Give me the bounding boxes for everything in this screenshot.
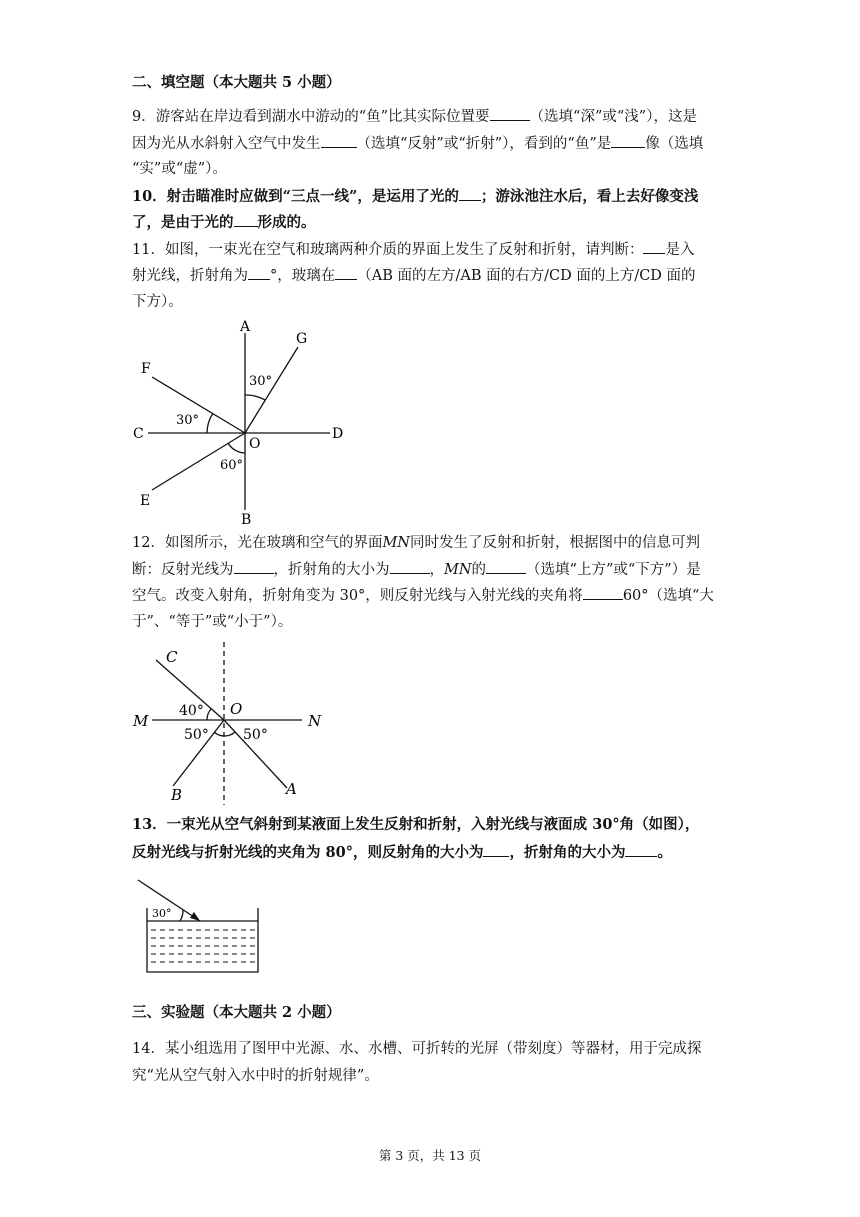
answer-blank <box>483 842 509 857</box>
angle-label-3: 60° <box>220 458 244 473</box>
q9-text: 因为光从水斜射入空气中发生 <box>132 136 321 152</box>
q12-text: 同时发生了反射和折射，根据图中的信息可判 <box>410 535 700 551</box>
angle-label-2: 30° <box>176 413 200 428</box>
q12-text: 的 <box>471 562 487 578</box>
q9-text: 9．游客站在岸边看到湖水中游动的“鱼”比其实际位置要 <box>132 109 490 125</box>
label-o: O <box>249 436 261 452</box>
question-14-line-2: 究“光从空气射入水中时的折射规律”。 <box>132 1068 379 1084</box>
page-footer: 第 3 页，共 13 页 <box>378 1148 482 1163</box>
question-11-line-2 <box>132 265 696 286</box>
question-13-line-2 <box>132 842 672 863</box>
q12-mn: MN <box>444 562 472 578</box>
question-12-line-2 <box>132 559 701 580</box>
angle-arc-1 <box>245 395 265 400</box>
answer-blank <box>643 239 665 254</box>
ray-fo <box>152 377 245 433</box>
label-n: N <box>308 712 322 730</box>
angle-label-50-right: 50° <box>243 727 268 743</box>
label-b: B <box>171 786 183 804</box>
q13-text: 。 <box>657 844 672 861</box>
label-m: M <box>133 712 149 730</box>
answer-blank <box>490 106 530 121</box>
section-title-experiment: 三、实验题（本大题共 2 小题） <box>132 1004 341 1021</box>
angle-arc-50-right <box>224 732 235 736</box>
q10-text: 10．射击瞄准时应做到“三点一线”，是运用了光的 <box>132 188 459 205</box>
angle-label-50-left: 50° <box>184 727 209 743</box>
question-12-line-3 <box>132 585 714 606</box>
q12-text: ，折射角的大小为 <box>273 562 390 578</box>
angle-label-40: 40° <box>179 703 204 719</box>
question-9-line-3: “实”或“虚”）。 <box>132 161 227 177</box>
q12-text: 断：反射光线为 <box>132 562 234 578</box>
angle-arc-2 <box>207 413 213 433</box>
answer-blank <box>459 186 481 201</box>
angle-arc-3 <box>228 443 245 453</box>
question-9-line-2 <box>132 133 703 154</box>
ray-co <box>156 660 224 720</box>
label-a: A <box>240 319 251 335</box>
question-11-line-1 <box>132 239 694 260</box>
answer-blank <box>234 559 274 574</box>
answer-blank <box>335 265 357 280</box>
q13-text: 反射光线与折射光线的夹角为 80°，则反射角的大小为 <box>132 844 484 861</box>
answer-blank <box>611 133 645 148</box>
q10-text: ；游泳池注水后，看上去好像变浅 <box>480 188 699 205</box>
arrow-head <box>190 912 200 921</box>
q12-text: 空气。改变入射角，折射角变为 30°，则反射光线与入射光线的夹角将 <box>132 588 583 604</box>
label-e: E <box>140 493 151 509</box>
q9-text: （选填“反射”或“折射”），看到的“鱼”是 <box>356 136 612 152</box>
angle-arc-50-left <box>214 732 224 736</box>
q12-text: （选填“上方”或“下方”）是 <box>526 562 701 578</box>
q11-text: 射光线，折射角为 <box>132 268 248 284</box>
ray-oa <box>224 720 287 788</box>
liquid-dashes <box>151 930 255 962</box>
section-title-fill-in: 二、填空题（本大题共 5 小题） <box>132 74 341 91</box>
ray-og <box>245 347 298 433</box>
q9-text: 像（选填 <box>645 136 704 152</box>
angle-label-1: 30° <box>249 374 273 389</box>
label-g: G <box>296 331 308 347</box>
q12-mn: MN <box>382 535 410 551</box>
angle-arc-40 <box>207 709 211 720</box>
label-c: C <box>166 648 178 666</box>
question-10-line-2 <box>132 212 316 233</box>
answer-blank <box>390 559 430 574</box>
answer-blank <box>248 265 270 280</box>
q12-text: 60°（选填“大 <box>622 588 714 604</box>
answer-blank <box>625 842 657 857</box>
label-b: B <box>241 512 252 528</box>
q11-text: 是入 <box>665 242 695 258</box>
q11-text: 11．如图，一束光在空气和玻璃两种介质的界面上发生了反射和折射，请判断： <box>132 242 644 258</box>
ray-ob <box>173 720 224 786</box>
answer-blank <box>321 133 357 148</box>
label-f: F <box>141 361 151 377</box>
question-10-line-1 <box>132 186 698 207</box>
q11-text: （AB 面的左方/AB 面的右方/CD 面的上方/CD 面的 <box>357 268 696 284</box>
q12-text: ， <box>429 562 444 578</box>
label-o: O <box>230 700 243 718</box>
q12-text: 12．如图所示，光在玻璃和空气的界面 <box>132 535 383 551</box>
q10-text: 了，是由于光的 <box>132 214 234 231</box>
angle-label-30: 30° <box>152 907 172 920</box>
question-14-line-1: 14．某小组选用了图甲中光源、水、水槽、可折转的光屏（带刻度）等器材，用于完成探 <box>132 1041 702 1057</box>
answer-blank <box>486 559 526 574</box>
question-12-line-4: 于”、“等于”或“小于”）。 <box>132 614 293 630</box>
q9-text: （选填“深”或“浅”），这是 <box>529 109 697 125</box>
incident-ray <box>138 880 200 921</box>
angle-arc-30 <box>180 910 183 921</box>
answer-blank <box>234 212 258 227</box>
tank-outline <box>147 908 258 972</box>
label-d: D <box>332 426 344 442</box>
q13-text: ，折射角的大小为 <box>509 844 626 861</box>
q11-text: °，玻璃在 <box>270 268 336 284</box>
ray-oe <box>152 433 245 490</box>
question-11-line-3: 下方）。 <box>132 294 183 310</box>
question-9-line-1 <box>132 106 697 127</box>
q10-text: 形成的。 <box>257 214 316 231</box>
label-a: A <box>286 780 297 798</box>
label-c: C <box>133 426 144 442</box>
question-12-line-1 <box>132 533 700 553</box>
answer-blank <box>583 585 623 600</box>
question-13-line-1: 13．一束光从空气斜射到某液面上发生反射和折射，入射光线与液面成 30°角（如图）， <box>132 816 700 833</box>
